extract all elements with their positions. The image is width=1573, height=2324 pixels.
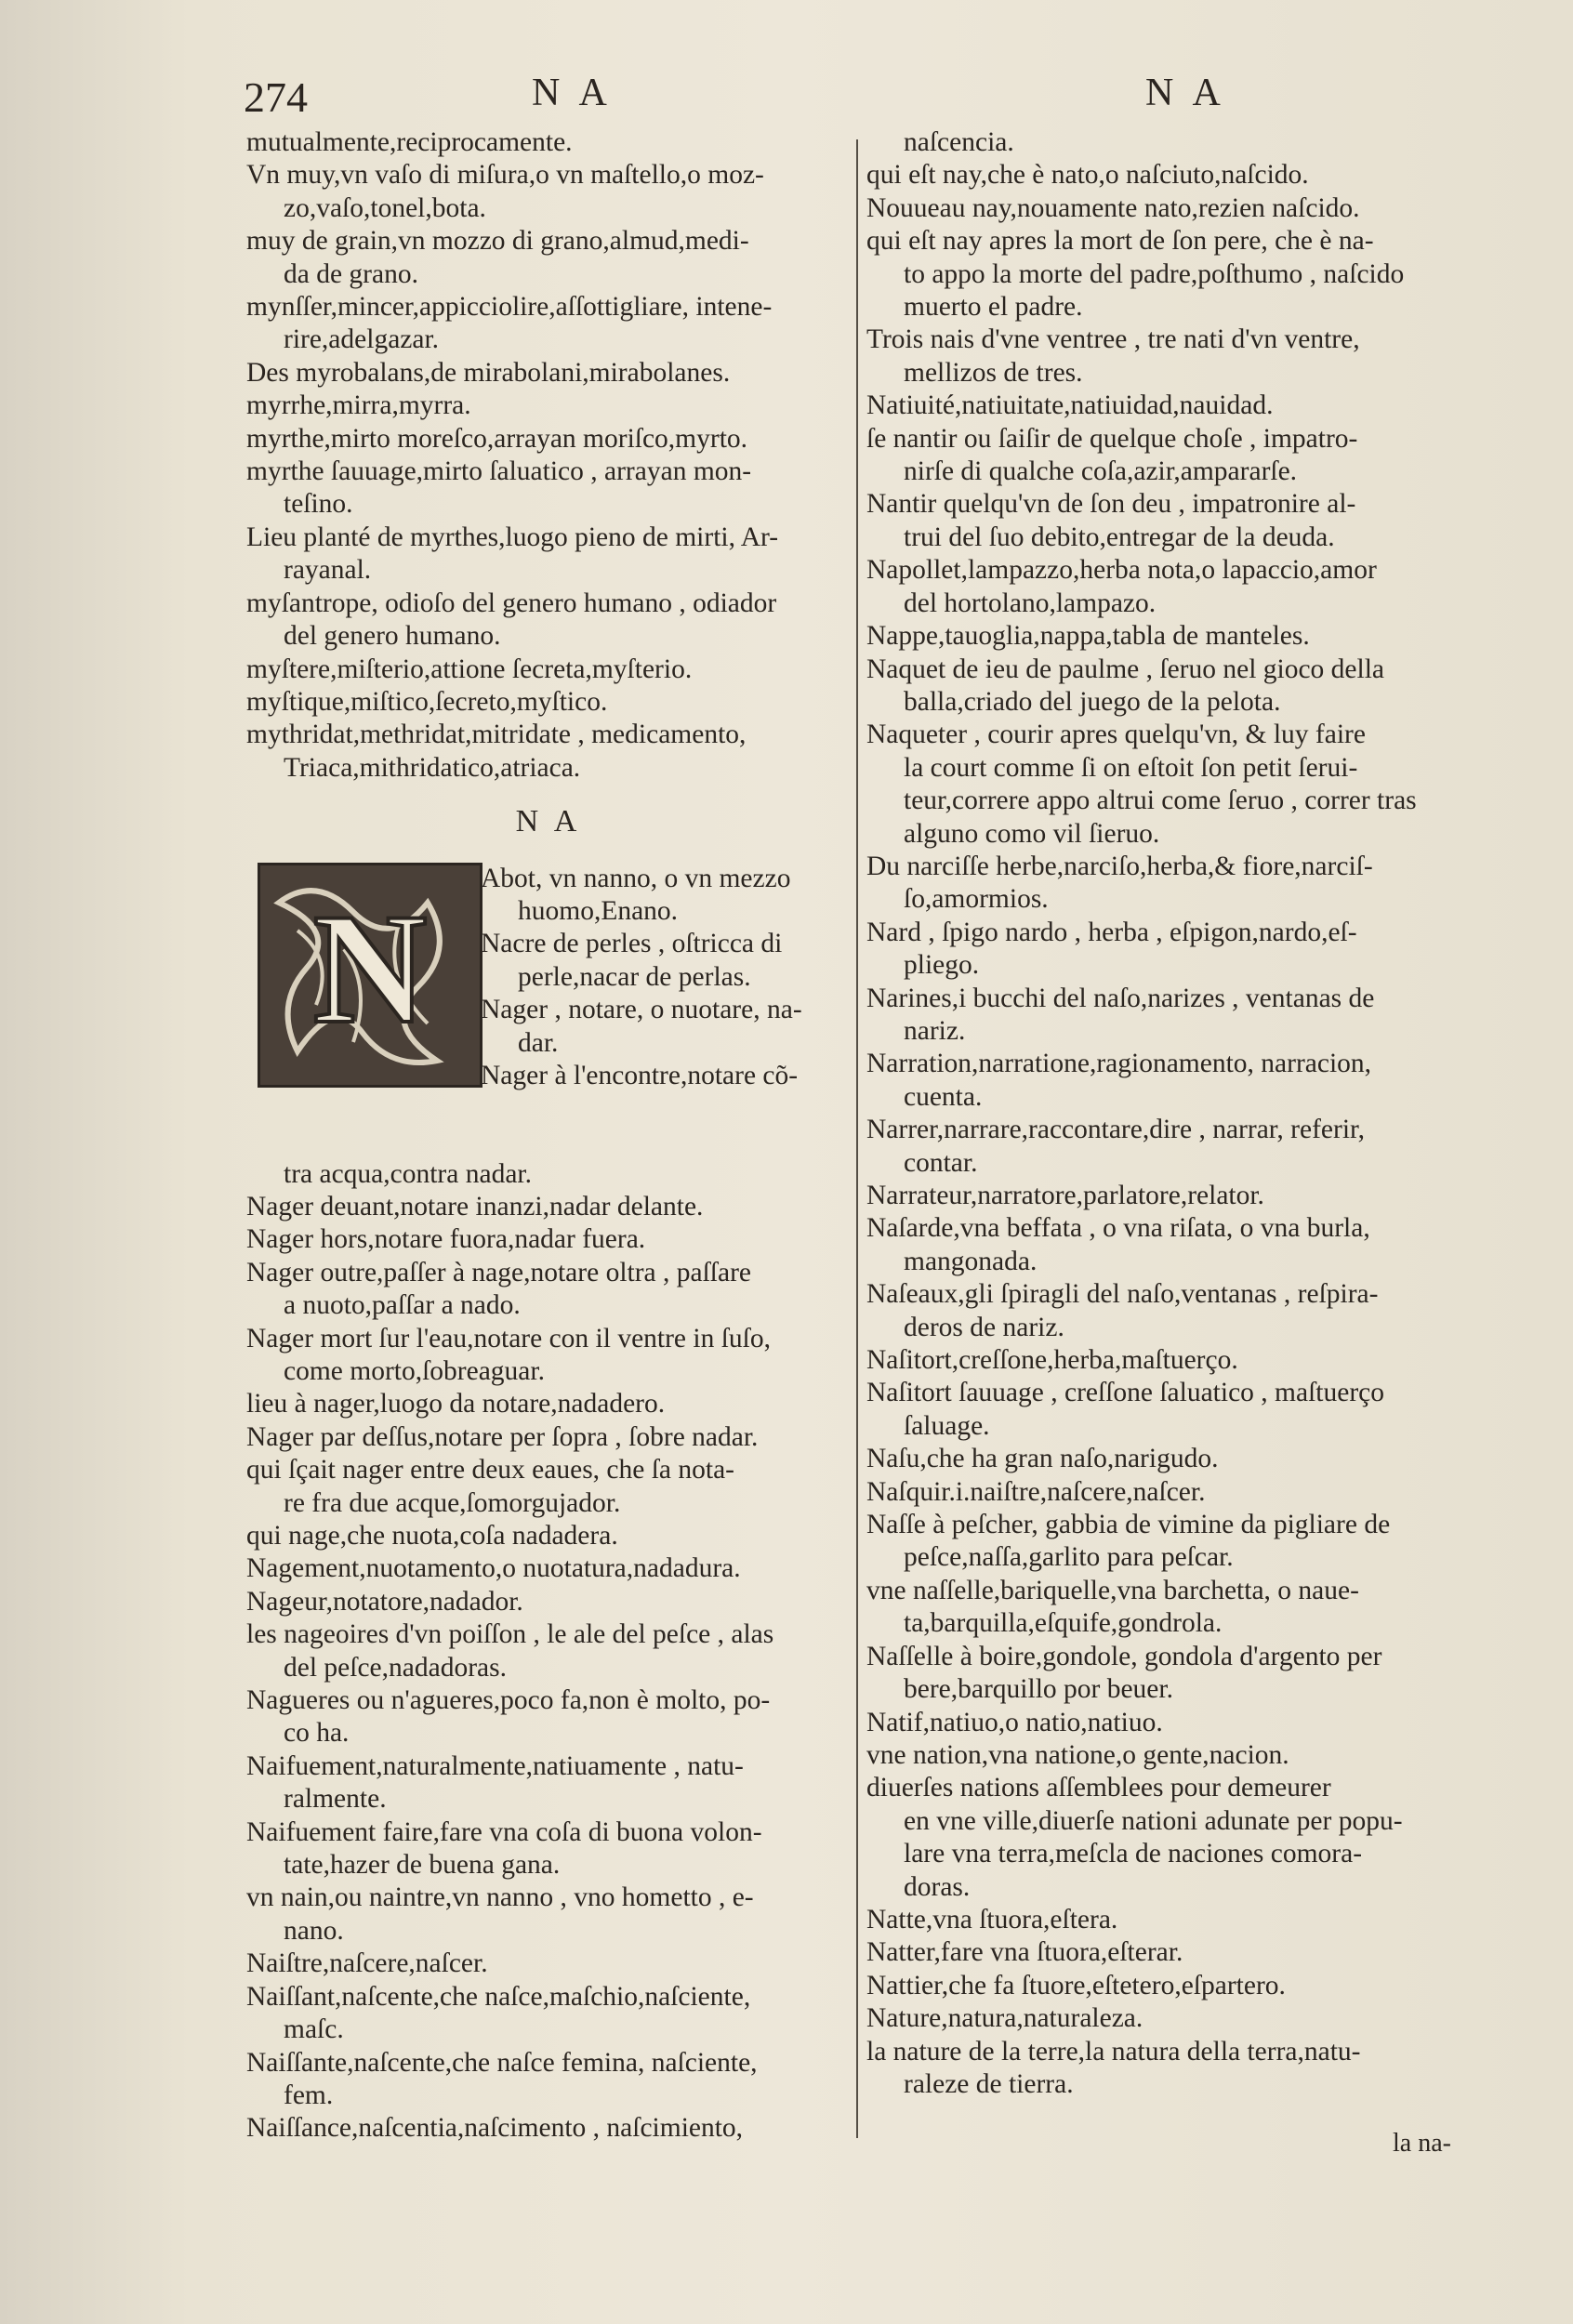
entry-line: myrthe,mirto moreſco,arrayan moriſco,myrto. (246, 423, 748, 454)
entry-line: bere,barquillo por beuer. (904, 1674, 1173, 1705)
entry-line: come morto,ſobreaguar. (284, 1355, 545, 1386)
entry-line: Naiſſance,naſcentia,naſcimento , naſcimiento, (246, 2113, 744, 2144)
entry-line: Natter,fare vna ſtuora,eſterar. (866, 1937, 1183, 1968)
entry-line: vne nation,vna natione,o gente,nacion. (866, 1739, 1289, 1770)
entry-line: mythridat,methridat,mitridate , medicamento, (246, 720, 747, 750)
svg-text:N: N (312, 880, 428, 1056)
entry-line: Nager mort ſur l'eau,notare con il ventre in ſuſo, (246, 1323, 771, 1353)
entry-line: qui nage,che nuota,coſa nadadera. (246, 1521, 618, 1551)
entry-line: Natte,vna ſtuora,eſtera. (866, 1904, 1118, 1934)
entry-line: Nattier,che fa ſtuore,eſtetero,eſpartero. (866, 1970, 1286, 2000)
entry-line: la nature de la terre,la natura della terra,natu- (866, 2036, 1361, 2067)
entry-line: qui ſçait nager entre deux eaues, che ſa nota- (246, 1455, 735, 1486)
entry-line: naſcencia. (904, 127, 1014, 157)
entry-line: dar. (518, 1027, 559, 1058)
entry-line: Nager , notare, o nuotare, na- (481, 995, 802, 1025)
entry-line: en vne ville,diuerſe nationi adunate per popu- (904, 1805, 1403, 1836)
entry-line: muy de grain,vn mozzo di grano,almud,medi- (246, 226, 749, 257)
entry-line: Naiſſante,naſcente,che naſce femina, naſciente, (246, 2047, 758, 2078)
entry-line: Nappe,tauoglia,nappa,tabla de manteles. (866, 621, 1310, 652)
entry-line: mellizos de tres. (904, 357, 1083, 388)
entry-line: Abot, vn nanno, o vn mezzo (481, 863, 791, 893)
page-number: 274 (244, 73, 308, 121)
entry-line: Nager à l'encontre,notare cõ- (481, 1060, 799, 1090)
entry-line: Naiſtre,naſcere,naſcer. (246, 1948, 488, 1979)
entry-line: ta,barquilla,eſquife,gondrola. (904, 1608, 1223, 1639)
entry-line: myſantrope, odioſo del genero humano , odiador (246, 588, 777, 618)
entry-line: nirſe di qualche coſa,azir,ampararſe. (904, 456, 1298, 487)
entry-line: Nager deuant,notare inanzi,nadar delante. (246, 1191, 704, 1221)
entry-line: Naſarde,vna beffata , o vna riſata, o vna burla, (866, 1213, 1370, 1244)
entry-line: re fra due acque,ſomorgujador. (284, 1487, 621, 1518)
entry-line: deros de nariz. (904, 1312, 1064, 1342)
section-heading: N A (515, 804, 582, 839)
entry-line: Narrateur,narratore,parlatore,relator. (866, 1181, 1264, 1210)
entry-line: Nature,natura,naturaleza. (866, 2003, 1143, 2034)
entry-line: vn nain,ou naintre,vn nanno , vno hometto , e- (246, 1882, 754, 1913)
entry-line: Nard , ſpigo nardo , herba , eſpigon,nardo,eſ- (866, 917, 1357, 947)
entry-line: rire,adelgazar. (284, 324, 440, 355)
entry-line: qui eſt nay,che è nato,o naſciuto,naſcido. (866, 160, 1309, 191)
entry-line: Naifuement,naturalmente,natiuamente , natu- (246, 1750, 744, 1781)
initial-entries (481, 863, 857, 1093)
entry-line: ſaluage. (904, 1410, 990, 1441)
entry-line: Nager par deſſus,notare per ſopra , ſobre nadar. (246, 1421, 759, 1452)
entry-line: Nacre de perles , oſtricca di (481, 929, 783, 959)
entry-line: to appo la morte del padre,poſthumo , naſcido (904, 258, 1405, 289)
entry-line: nano. (284, 1915, 344, 1946)
entry-line: Naqueter , courir apres quelqu'vn, & luy faire (866, 720, 1366, 750)
entry-line: ralmente. (284, 1784, 387, 1815)
entry-line: balla,criado del juego de la pelota. (904, 686, 1281, 717)
entry-line: la court comme ſi on eſtoit ſon petit ſerui- (904, 752, 1358, 783)
entry-line: myrthe ſauuage,mirto ſaluatico , arrayan mon- (246, 456, 752, 487)
entry-line: Naſeaux,gli ſpiragli del naſo,ventanas , reſpira- (866, 1279, 1379, 1310)
running-head-left: N A (532, 72, 613, 114)
entry-line: perle,nacar de perlas. (518, 961, 751, 992)
decorated-initial-n-ornament (258, 863, 482, 1088)
entry-line: Nageur,notatore,nadador. (246, 1586, 523, 1617)
entry-line: Napollet,lampazzo,herba nota,o lapaccio,amor (866, 555, 1377, 586)
entry-line: rayanal. (284, 555, 372, 586)
entry-line: ſe nantir ou ſaiſir de quelque choſe , impatro- (866, 423, 1358, 454)
left-column (246, 126, 851, 2146)
entry-line: Nager outre,paſſer à nage,notare oltra , paſſare (246, 1257, 751, 1287)
entry-line: Trois nais d'vne ventree , tre nati d'vn ventre, (866, 324, 1360, 355)
entry-line: Lieu planté de myrthes,luogo pieno de mirti, Ar- (246, 522, 779, 552)
entry-line: diuerſes nations aſſemblees pour demeurer (866, 1773, 1331, 1803)
entry-line: fem. (284, 2080, 334, 2110)
entry-line: Naifuement faire,fare vna coſa di buona volon- (246, 1816, 762, 1847)
entry-line: raleze de tierra. (904, 2068, 1074, 2099)
left-entries-top (246, 126, 851, 785)
entry-line: Natiuité,natiuitate,natiuidad,nauidad. (866, 390, 1274, 421)
entry-line: mangonada. (904, 1246, 1038, 1276)
entry-line: contar. (904, 1147, 978, 1178)
entry-line: Nager hors,notare fuora,nadar fuera. (246, 1224, 646, 1255)
entry-line: Naſu,che ha gran naſo,narigudo. (866, 1444, 1219, 1474)
entry-line: teſino. (284, 489, 353, 520)
entry-line: Nagement,nuotamento,o nuotatura,nadadura. (246, 1553, 741, 1584)
running-head-right: N A (1145, 72, 1226, 114)
entry-line: Vn muy,vn vaſo di miſura,o vn maſtello,o moz- (246, 160, 764, 191)
entry-line: mynſſer,mincer,appicciolire,aſſottigliare, intene- (246, 292, 773, 323)
entry-line: a nuoto,paſſar a nado. (284, 1290, 521, 1321)
entry-line: Naſitort,creſſone,herba,maſtuerço. (866, 1345, 1238, 1376)
entry-line: Des myrobalans,de mirabolani,mirabolanes. (246, 357, 731, 388)
left-entries-bottom (246, 1158, 851, 2146)
column-divider (856, 139, 858, 2138)
entry-line: Naſitort ſauuage , creſſone ſaluatico , maſtuerço (866, 1378, 1384, 1408)
entry-line: co ha. (284, 1718, 350, 1749)
entry-line: tra acqua,contra nadar. (284, 1158, 532, 1189)
entry-line: myſtere,miſterio,attione ſecreta,myſterio. (246, 654, 693, 684)
entry-line: Triaca,mithridatico,atriaca. (284, 752, 581, 783)
entry-line: myrrhe,mirra,myrra. (246, 390, 471, 421)
entry-line: doras. (904, 1871, 971, 1902)
entry-line: nariz. (904, 1015, 966, 1046)
entry-line: pliego. (904, 950, 980, 981)
catchword: la na- (1393, 2129, 1451, 2158)
right-entries (866, 126, 1476, 2101)
entry-line: lieu à nager,luogo da notare,nadadero. (246, 1389, 666, 1419)
entry-line: Naquet de ieu de paulme , ſeruo nel gioco della (866, 654, 1385, 684)
entry-line: maſc. (284, 2014, 344, 2045)
entry-line: Narines,i bucchi del naſo,narizes , ventanas de (866, 983, 1375, 1013)
entry-line: les nageoires d'vn poiſſon , le ale del peſce , alas (246, 1619, 774, 1650)
entry-line: alguno como vil ſieruo. (904, 818, 1160, 849)
entry-line: muerto el padre. (904, 292, 1083, 323)
entry-line: del peſce,nadadoras. (284, 1652, 507, 1683)
entry-line: trui del ſuo debito,entregar de la deuda. (904, 522, 1335, 552)
entry-line: teur,correre appo altrui come ſeruo , correr tras (904, 786, 1417, 816)
entry-line: Nantir quelqu'vn de ſon deu , impatronire al- (866, 489, 1356, 520)
entry-line: Nagueres ou n'agueres,poco fa,non è molto, po- (246, 1685, 771, 1716)
entry-line: ſo,amormios. (904, 884, 1049, 915)
entry-line: zo,vaſo,tonel,bota. (284, 192, 486, 223)
entry-line: Naſſe à peſcher, gabbia de vimine da pigliare de (866, 1510, 1391, 1540)
entry-line: myſtique,miſtico,ſecreto,myſtico. (246, 686, 608, 717)
entry-line: Narration,narratione,ragionamento, narracion, (866, 1049, 1372, 1079)
entry-line: cuenta. (904, 1081, 983, 1112)
entry-line: Narrer,narrare,raccontare,dire , narrar, referir, (866, 1115, 1366, 1145)
entry-line: del hortolano,lampazo. (904, 588, 1157, 618)
entry-line: Naſſelle à boire,gondole, gondola d'argento per (866, 1641, 1382, 1671)
entry-line: del genero humano. (284, 621, 501, 652)
initial-block (246, 863, 851, 1158)
right-column (866, 126, 1476, 2101)
entry-line: vne naſſelle,bariquelle,vna barchetta, o naue- (866, 1575, 1359, 1605)
entry-line: tate,hazer de buena gana. (284, 1850, 561, 1881)
entry-line: qui eſt nay apres la mort de ſon pere, che è na- (866, 226, 1374, 257)
entry-line: Natif,natiuo,o natio,natiuo. (866, 1707, 1163, 1737)
entry-line: peſce,naſſa,garlito para peſcar. (904, 1542, 1234, 1573)
entry-line: da de grano. (284, 258, 418, 289)
entry-line: Du narciſſe herbe,narciſo,herba,& fiore,narciſ- (866, 851, 1373, 881)
entry-line: Nouueau nay,nouamente nato,rezien naſcido. (866, 192, 1360, 223)
entry-line: mutualmente,reciprocamente. (246, 127, 573, 157)
entry-line: lare vna terra,meſcla de naciones comora- (904, 1839, 1363, 1869)
entry-line: huomo,Enano. (518, 895, 679, 926)
entry-line: Naiſſant,naſcente,che naſce,maſchio,naſciente, (246, 1981, 751, 2012)
entry-line: Naſquir.i.naiſtre,naſcere,naſcer. (866, 1476, 1206, 1507)
